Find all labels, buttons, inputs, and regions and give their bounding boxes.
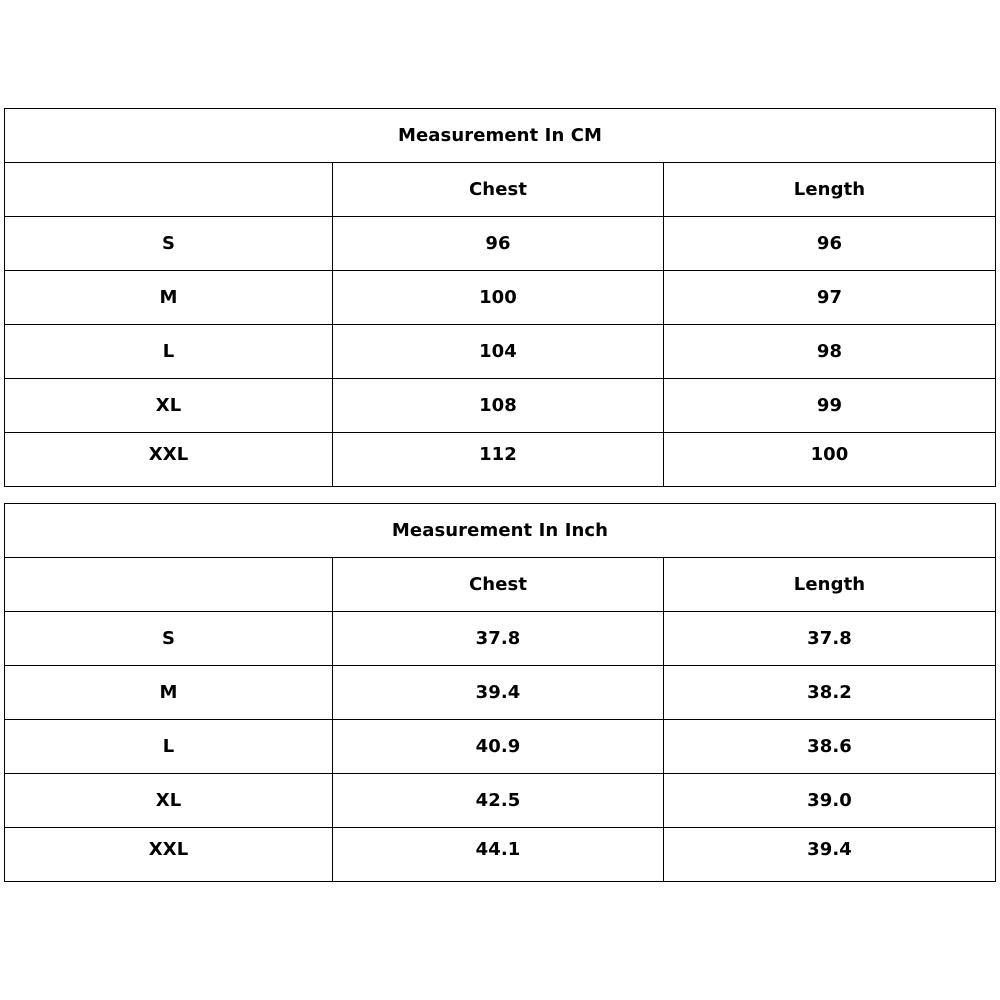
length-cell: 100: [664, 433, 996, 487]
chest-cell: 112: [333, 433, 664, 487]
chest-cell: 44.1: [333, 828, 664, 882]
table-row: [5, 325, 996, 379]
size-cell: XL: [5, 774, 333, 828]
table-row: [5, 828, 996, 882]
table-title-row: [5, 504, 996, 558]
chest-cell: 104: [333, 325, 664, 379]
table-row: [5, 612, 996, 666]
table-row: [5, 774, 996, 828]
size-cell: XXL: [5, 433, 333, 487]
size-cell: S: [5, 612, 333, 666]
header-cell-length: Length: [664, 163, 996, 217]
table-row: [5, 379, 996, 433]
size-cell: XXL: [5, 828, 333, 882]
table-title: Measurement In CM: [5, 109, 996, 163]
chest-cell: 42.5: [333, 774, 664, 828]
size-cell: XL: [5, 379, 333, 433]
chest-cell: 96: [333, 217, 664, 271]
size-cell: L: [5, 720, 333, 774]
header-cell-size: [5, 163, 333, 217]
table-title: Measurement In Inch: [5, 504, 996, 558]
header-cell-size: [5, 558, 333, 612]
table-row: [5, 433, 996, 487]
size-cell: S: [5, 217, 333, 271]
table-row: [5, 720, 996, 774]
chest-cell: 37.8: [333, 612, 664, 666]
length-cell: 37.8: [664, 612, 996, 666]
chest-cell: 108: [333, 379, 664, 433]
table-row: [5, 217, 996, 271]
length-cell: 39.0: [664, 774, 996, 828]
table-row: [5, 271, 996, 325]
length-cell: 38.2: [664, 666, 996, 720]
length-cell: 39.4: [664, 828, 996, 882]
length-cell: 97: [664, 271, 996, 325]
chest-cell: 40.9: [333, 720, 664, 774]
length-cell: 38.6: [664, 720, 996, 774]
size-table-cm: [4, 108, 996, 487]
header-cell-length: Length: [664, 558, 996, 612]
chest-cell: 100: [333, 271, 664, 325]
size-cell: M: [5, 271, 333, 325]
table-row: [5, 666, 996, 720]
size-cell: L: [5, 325, 333, 379]
table-header-row: [5, 163, 996, 217]
size-table-inch: [4, 503, 996, 882]
chest-cell: 39.4: [333, 666, 664, 720]
header-cell-chest: Chest: [333, 558, 664, 612]
table-header-row: [5, 558, 996, 612]
table-title-row: [5, 109, 996, 163]
header-cell-chest: Chest: [333, 163, 664, 217]
length-cell: 96: [664, 217, 996, 271]
length-cell: 99: [664, 379, 996, 433]
length-cell: 98: [664, 325, 996, 379]
size-cell: M: [5, 666, 333, 720]
